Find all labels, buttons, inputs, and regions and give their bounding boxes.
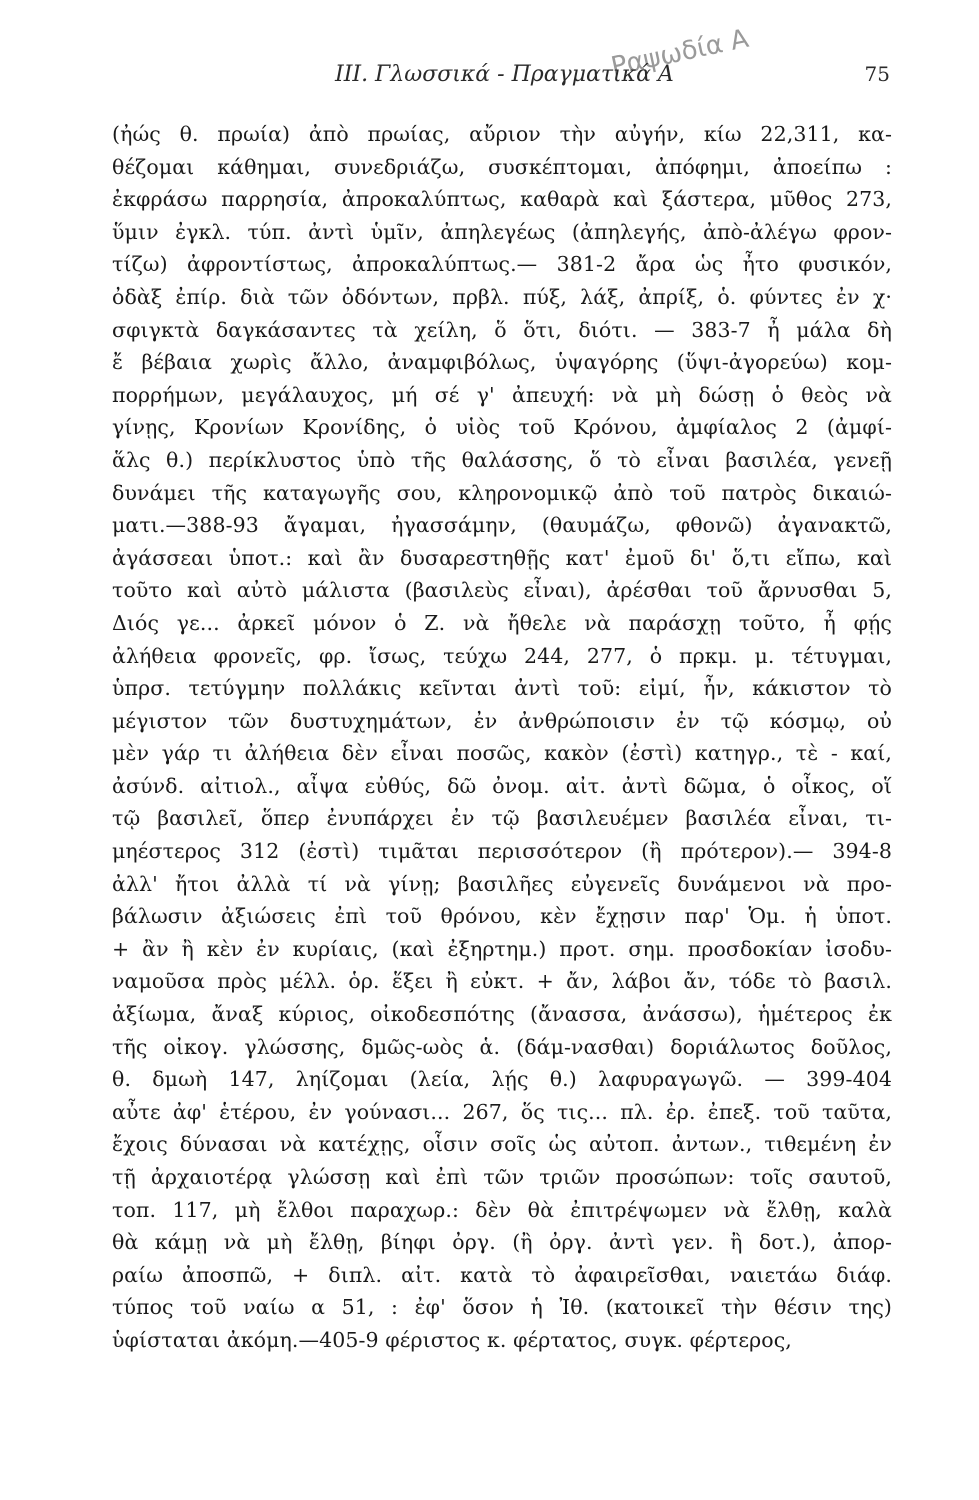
text-line: ὀδὰξ ἐπίρ. διὰ τῶν ὀδόντων, πρβλ. πύξ, λάξ, ἀπρίξ, ὁ. φύντες ἐν χ·	[112, 284, 892, 309]
text-line: τοῦτο καὶ αὐτὸ μάλιστα (βασιλεὺς εἶναι), ἀρέσθαι τοῦ ἄρνυσθαι 5,	[112, 578, 892, 603]
text-line: ἀσύνδ. αἰτιολ., αἶψα εὐθύς, δῶ ὀνομ. αἰτ. ἀντὶ δῶμα, ὁ οἶκος, οἵ	[112, 773, 892, 798]
handwritten-annotation: Ραψωδία Α	[608, 23, 752, 83]
text-line: πορρήμων, μεγάλαυχος, μή σέ γ' ἀπευχή: νὰ μὴ δώσῃ ὁ θεὸς νὰ	[112, 382, 892, 407]
text-line: ἅλς θ.) περίκλυστος ὑπὸ τῆς θαλάσσης, ὅ τὸ εἶναι βασιλέα, γενεῇ	[112, 447, 892, 472]
page-number: 75	[864, 62, 890, 86]
text-line: τύπος τοῦ ναίω α 51, : ἐφ' ὅσον ἡ Ἰθ. (κατοικεῖ τὴν θέσιν της)	[112, 1295, 892, 1320]
text-line: τῇ ἀρχαιοτέρᾳ γλώσσῃ καὶ ἐπὶ τῶν τριῶν προσώπων: τοῖς σαυτοῦ,	[112, 1165, 892, 1189]
text-line: θὰ κάμῃ νὰ μὴ ἔλθῃ, βίηφι ὀργ. (ἢ ὀργ. ἀντὶ γεν. ἢ δοτ.), ἀπορ-	[112, 1230, 892, 1255]
running-head: III. Γλωσσικά - Πραγματικά Α	[335, 62, 674, 87]
text-line: αὖτε ἀφ' ἑτέρου, ἐν γούνασι... 267, ὅς τις... πλ. ἐρ. ἐπεξ. τοῦ ταῦτα,	[112, 1099, 892, 1124]
text-line: ραίω ἀποσπῶ, + διπλ. αἰτ. κατὰ τὸ ἀφαιρεῖσθαι, ναιετάω διάφ.	[112, 1262, 892, 1287]
text-line: Διός γε... ἀρκεῖ μόνον ὁ Ζ. νὰ ἤθελε νὰ παράσχῃ τοῦτο, ἦ φῄς	[112, 610, 892, 635]
text-line: τῷ βασιλεῖ, ὅπερ ἐνυπάρχει ἐν τῷ βασιλευέμεν βασιλέα εἶναι, τι-	[112, 806, 892, 831]
text-line: μέγιστον τῶν δυστυχημάτων, ἐν ἀνθρώποισιν ἐν τῷ κόσμῳ, οὐ	[112, 708, 892, 733]
text-line: ἀλήθεια φρονεῖς, φρ. ἴσως, τεύχω 244, 277, ὁ πρκμ. μ. τέτυγμαι,	[112, 643, 892, 668]
text-line: + ἂν ἢ κὲν ἐν κυρίαις, (καὶ ἐξηρτημ.) προτ. σημ. προσδοκίαν ἰσοδυ-	[112, 936, 892, 961]
text-line: γίνῃς, Κρονίων Κρονίδης, ὁ υἱὸς τοῦ Κρόνου, ἀμφίαλος 2 (ἀμφί-	[112, 415, 892, 440]
text-line: ἔ βέβαια χωρὶς ἄλλο, ἀναμφιβόλως, ὑψαγόρης (ὕψι-ἀγορεύω) κομ-	[112, 350, 892, 375]
text-line: σφιγκτὰ δαγκάσαντες τὰ χείλη, ὅ ὅτι, διότι. — 383-7 ἦ μάλα δὴ	[112, 317, 892, 342]
text-line: (ἠώς θ. πρωία) ἀπὸ πρωίας, αὔριον τὴν αὐγήν, κίω 22,311, κα-	[112, 122, 892, 146]
text-line: θ. δμωὴ 147, ληίζομαι (λεία, λῄς θ.) λαφυραγωγῶ. — 399-404	[112, 1067, 892, 1092]
text-line: ἔχοις δύνασαι νὰ κατέχῃς, οἷσιν σοῖς ὡς αὐτοπ. ἀντων., τιθεμένη ἐν	[112, 1132, 892, 1157]
text-line: ἀξίωμα, ἄναξ κύριος, οἰκοδεσπότης (ἄνασσα, ἀνάσσω), ἡμέτερος ἐκ	[112, 1002, 892, 1027]
text-line: ἀλλ' ἤτοι ἀλλὰ τί νὰ γίνῃ; βασιλῆες εὐγενεῖς δυνάμενοι νὰ προ-	[112, 871, 892, 896]
text-line: ναμοῦσα πρὸς μέλλ. ὁρ. ἕξει ἢ εὐκτ. + ἄν, λάβοι ἄν, τόδε τὸ βασιλ.	[112, 969, 892, 994]
text-line: ἀγάσσεαι ὑποτ.: καὶ ἂν δυσαρεστηθῇς κατ' ἐμοῦ δι' ὅ,τι εἴπω, καὶ	[112, 545, 892, 570]
text-line: τῆς οἰκογ. γλώσσης, δμῶς-ωὸς ἁ. (δάμ-νασθαι) δοριάλωτος δοῦλος,	[112, 1034, 892, 1059]
text-line: τοπ. 117, μὴ ἔλθοι παραχωρ.: δὲν θὰ ἐπιτρέψωμεν νὰ ἔλθῃ, καλὰ	[112, 1197, 892, 1222]
text-line: δυνάμει τῆς καταγωγῆς σου, κληρονομικῷ ἀπὸ τοῦ πατρὸς δικαιώ-	[112, 480, 892, 505]
text-line: ἐκφράσω παρρησία, ἀπροκαλύπτως, καθαρὰ καὶ ξάστερα, μῦθος 273,	[112, 187, 892, 212]
page-header	[110, 23, 890, 92]
commentary-text	[112, 118, 892, 1357]
text-line: βάλωσιν ἀξιώσεις ἐπὶ τοῦ θρόνου, κὲν ἔχῃσιν παρ' Ὁμ. ἡ ὑποτ.	[112, 904, 892, 929]
text-line: μηέστερος 312 (ἐστὶ) τιμᾶται περισσότερον (ἢ πρότερον).— 394-8	[112, 839, 892, 864]
text-line: θέζομαι κάθημαι, συνεδριάζω, συσκέπτομαι, ἀπόφημι, ἀποείπω :	[112, 154, 892, 179]
text-line: μὲν γάρ τι ἀλήθεια δὲν εἶναι ποσῶς, κακὸν (ἐστὶ) κατηγρ., τὲ - καί,	[112, 741, 892, 766]
text-line: ὑπρσ. τετύγμην πολλάκις κεῖνται ἀντὶ τοῦ: εἰμί, ἦν, κάκιστον τὸ	[112, 676, 892, 701]
text-line: ματι.—388-93 ἄγαμαι, ἠγασσάμην, (θαυμάζω, φθονῶ) ἀγανακτῶ,	[112, 513, 892, 538]
text-line: ὕμιν ἐγκλ. τύπ. ἀντὶ ὑμῖν, ἀπηλεγέως (ἀπηλεγής, ἀπὸ-ἀλέγω φρον-	[112, 219, 892, 244]
text-line: ὑφίσταται ἀκόμη.—405-9 φέριστος κ. φέρτατος, συγκ. φέρτερος,	[112, 1327, 792, 1352]
text-line: τίζω) ἀφροντίστως, ἀπροκαλύπτως.— 381-2 ἄρα ὡς ἦτο φυσικόν,	[112, 252, 892, 277]
